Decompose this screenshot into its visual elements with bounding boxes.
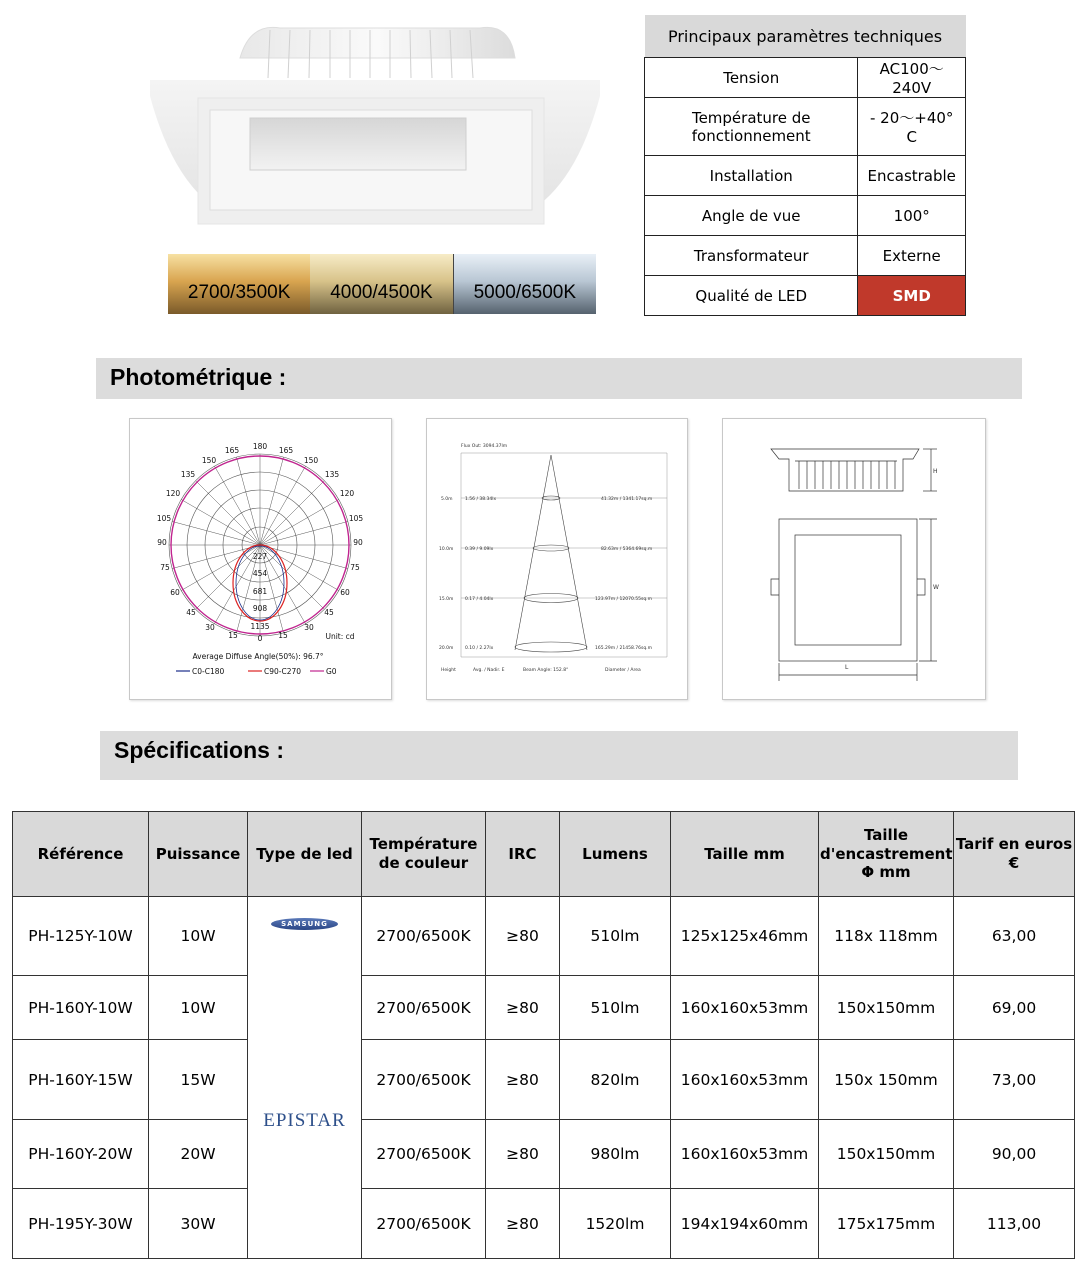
specifications-table — [12, 811, 1075, 1259]
table-row — [13, 1040, 1075, 1120]
cell-power: 10W — [149, 976, 248, 1040]
cell-price: 90,00 — [954, 1120, 1075, 1189]
cell-lumens: 980lm — [560, 1120, 671, 1189]
polar-radial-label: 681 — [252, 587, 268, 596]
cell-lumens: 1520lm — [560, 1189, 671, 1259]
cone-avg: 0.39 / 9.09lx — [465, 547, 494, 552]
table-row — [13, 1189, 1075, 1259]
cone-avg: 1.56 / 38.34lx — [465, 497, 497, 502]
polar-diagram-panel — [129, 418, 392, 700]
header-color-temp: Température de couleur — [362, 812, 486, 897]
polar-radial-label: 227 — [252, 552, 268, 561]
color-temperature-swatches — [168, 254, 596, 314]
cell-color-temp: 2700/6500K — [362, 1120, 486, 1189]
polar-angle-label: 165 — [224, 446, 240, 455]
cone-diagram — [427, 419, 687, 699]
param-value: Encastrable — [858, 156, 966, 196]
cell-color-temp: 2700/6500K — [362, 897, 486, 976]
cell-price: 113,00 — [954, 1189, 1075, 1259]
cone-height: 15.0m — [439, 597, 454, 602]
cell-size: 125x125x46mm — [671, 897, 819, 976]
polar-angle-label: 30 — [304, 623, 314, 632]
cell-price: 73,00 — [954, 1040, 1075, 1120]
cone-flux: Flux Out: 3094.37lm — [461, 444, 508, 449]
cone-height: 20.0m — [439, 646, 454, 651]
cell-irc: ≥80 — [486, 1040, 560, 1120]
cell-price: 63,00 — [954, 897, 1075, 976]
cone-height: 5.0m — [441, 497, 453, 502]
polar-spoke — [260, 457, 284, 545]
param-value: Externe — [858, 236, 966, 276]
polar-angle-label: 180 — [252, 442, 268, 451]
polar-angle-label: 75 — [160, 563, 170, 572]
polar-diagram — [130, 419, 391, 699]
param-label: Transformateur — [645, 236, 858, 276]
polar-angle-label: 15 — [278, 631, 288, 640]
cell-irc: ≥80 — [486, 1120, 560, 1189]
header-led-type: Type de led — [248, 812, 362, 897]
polar-angle-label: 60 — [340, 588, 350, 597]
cone-avg: 0.17 / 4.04lx — [465, 597, 494, 602]
section-photometrique: Photométrique : — [96, 358, 1022, 399]
cell-cutout: 150x 150mm — [819, 1040, 954, 1120]
cell-cutout: 118x 118mm — [819, 897, 954, 976]
cell-cutout: 175x175mm — [819, 1189, 954, 1259]
polar-radial-label: 908 — [252, 604, 268, 613]
polar-angle-label: 90 — [353, 538, 363, 547]
polar-angle-label: 45 — [186, 608, 196, 617]
cell-reference: PH-160Y-10W — [13, 976, 149, 1040]
cell-irc: ≥80 — [486, 976, 560, 1040]
cone-diameter: 41.32m / 1341.17sq.m — [601, 497, 653, 502]
dimension-drawing-panel — [722, 418, 986, 700]
polar-spoke — [260, 545, 324, 609]
cell-reference: PH-125Y-10W — [13, 897, 149, 976]
swatch-warm: 2700/3500K — [168, 254, 310, 314]
cell-irc: ≥80 — [486, 1189, 560, 1259]
cell-power: 30W — [149, 1189, 248, 1259]
epistar-logo: EPISTAR — [263, 1110, 346, 1131]
header-lumens: Lumens — [560, 812, 671, 897]
product-image — [150, 18, 600, 228]
polar-radial-label: 454 — [252, 569, 268, 578]
cone-footer: Beam Angle: 152.8° — [523, 668, 569, 673]
technical-parameters-table — [644, 15, 966, 316]
cell-size: 194x194x60mm — [671, 1189, 819, 1259]
header-cutout: Taille d'encastrement Φ mm — [819, 812, 954, 897]
dimension-drawing — [723, 419, 985, 699]
cell-reference: PH-160Y-15W — [13, 1040, 149, 1120]
header-irc: IRC — [486, 812, 560, 897]
led-quality-badge: SMD — [858, 276, 966, 316]
table-row — [13, 1120, 1075, 1189]
param-label: Angle de vue — [645, 196, 858, 236]
polar-spoke — [260, 521, 348, 545]
header-price: Tarif en euros € — [954, 812, 1075, 897]
cell-cutout: 150x150mm — [819, 976, 954, 1040]
dimension-w: W — [933, 584, 939, 591]
legend-g0: G0 — [326, 667, 337, 676]
polar-angle-label: 105 — [156, 514, 172, 523]
cone-diameter: 123.97m / 12070.55sq.m — [595, 597, 652, 602]
polar-spoke — [236, 457, 260, 545]
cell-irc: ≥80 — [486, 897, 560, 976]
polar-caption: Average Diffuse Angle(50%): 96.7° — [192, 652, 324, 661]
polar-angle-label: 120 — [339, 489, 355, 498]
param-label: Tension — [645, 58, 858, 98]
cone-footer: Diameter / Area — [605, 668, 641, 673]
cell-lumens: 820lm — [560, 1040, 671, 1120]
cell-reference: PH-195Y-30W — [13, 1189, 149, 1259]
polar-spoke — [196, 481, 260, 545]
polar-spoke — [172, 545, 260, 569]
cell-power: 20W — [149, 1120, 248, 1189]
polar-angle-label: 30 — [205, 623, 215, 632]
param-value: - 20～+40° C — [858, 98, 966, 156]
cell-color-temp: 2700/6500K — [362, 1040, 486, 1120]
param-label: Installation — [645, 156, 858, 196]
param-value: AC100～240V — [858, 58, 966, 98]
polar-unit: Unit: cd — [325, 632, 355, 641]
cell-color-temp: 2700/6500K — [362, 976, 486, 1040]
cone-diameter: 82.63m / 5364.69sq.m — [601, 547, 653, 552]
cell-size: 160x160x53mm — [671, 1040, 819, 1120]
section-specifications: Spécifications : — [100, 731, 1018, 780]
param-value: 100° — [858, 196, 966, 236]
cell-color-temp: 2700/6500K — [362, 1189, 486, 1259]
polar-spoke — [172, 521, 260, 545]
cell-power: 15W — [149, 1040, 248, 1120]
polar-angle-label: 120 — [165, 489, 181, 498]
header-size: Taille mm — [671, 812, 819, 897]
dimension-l: L — [845, 664, 849, 671]
polar-angle-label: 0 — [257, 634, 263, 643]
polar-spoke — [260, 481, 324, 545]
polar-radial-label: 1135 — [250, 622, 270, 631]
polar-angle-label: 105 — [348, 514, 364, 523]
polar-angle-label: 75 — [350, 563, 360, 572]
header-power: Puissance — [149, 812, 248, 897]
legend-c90: C90-C270 — [264, 667, 302, 676]
cell-cutout: 150x150mm — [819, 1120, 954, 1189]
polar-angle-label: 150 — [201, 456, 217, 465]
cone-avg: 0.10 / 2.27lx — [465, 646, 494, 651]
polar-angle-label: 165 — [278, 446, 294, 455]
led-brand-cell — [248, 897, 362, 1259]
cell-size: 160x160x53mm — [671, 976, 819, 1040]
cell-power: 10W — [149, 897, 248, 976]
cone-diagram-panel — [426, 418, 688, 700]
polar-angle-label: 150 — [303, 456, 319, 465]
params-title: Principaux paramètres techniques — [645, 15, 966, 58]
dimension-h: H — [933, 468, 938, 475]
cell-lumens: 510lm — [560, 976, 671, 1040]
polar-angle-label: 90 — [157, 538, 167, 547]
param-label: Qualité de LED — [645, 276, 858, 316]
cone-footer: Height — [441, 668, 456, 673]
cell-reference: PH-160Y-20W — [13, 1120, 149, 1189]
cone-footer: Avg. / Nadir. E — [473, 668, 505, 673]
polar-spoke — [196, 545, 260, 609]
polar-angle-label: 60 — [170, 588, 180, 597]
table-row — [13, 976, 1075, 1040]
legend-c0: C0-C180 — [192, 667, 225, 676]
polar-angle-label: 45 — [324, 608, 334, 617]
swatch-neutral: 4000/4500K — [310, 254, 452, 314]
cell-size: 160x160x53mm — [671, 1120, 819, 1189]
samsung-logo: SAMSUNG — [271, 918, 338, 930]
table-row — [13, 897, 1075, 976]
polar-spoke — [260, 545, 348, 569]
swatch-cool: 5000/6500K — [453, 254, 596, 314]
polar-angle-label: 135 — [180, 470, 196, 479]
cone-height: 10.0m — [439, 547, 454, 552]
cell-price: 69,00 — [954, 976, 1075, 1040]
header-reference: Référence — [13, 812, 149, 897]
cone-diameter: 165.29m / 21458.76sq.m — [595, 646, 652, 651]
cell-lumens: 510lm — [560, 897, 671, 976]
polar-angle-label: 135 — [324, 470, 340, 479]
param-label: Température de fonctionnement — [645, 98, 858, 156]
polar-angle-label: 15 — [228, 631, 238, 640]
